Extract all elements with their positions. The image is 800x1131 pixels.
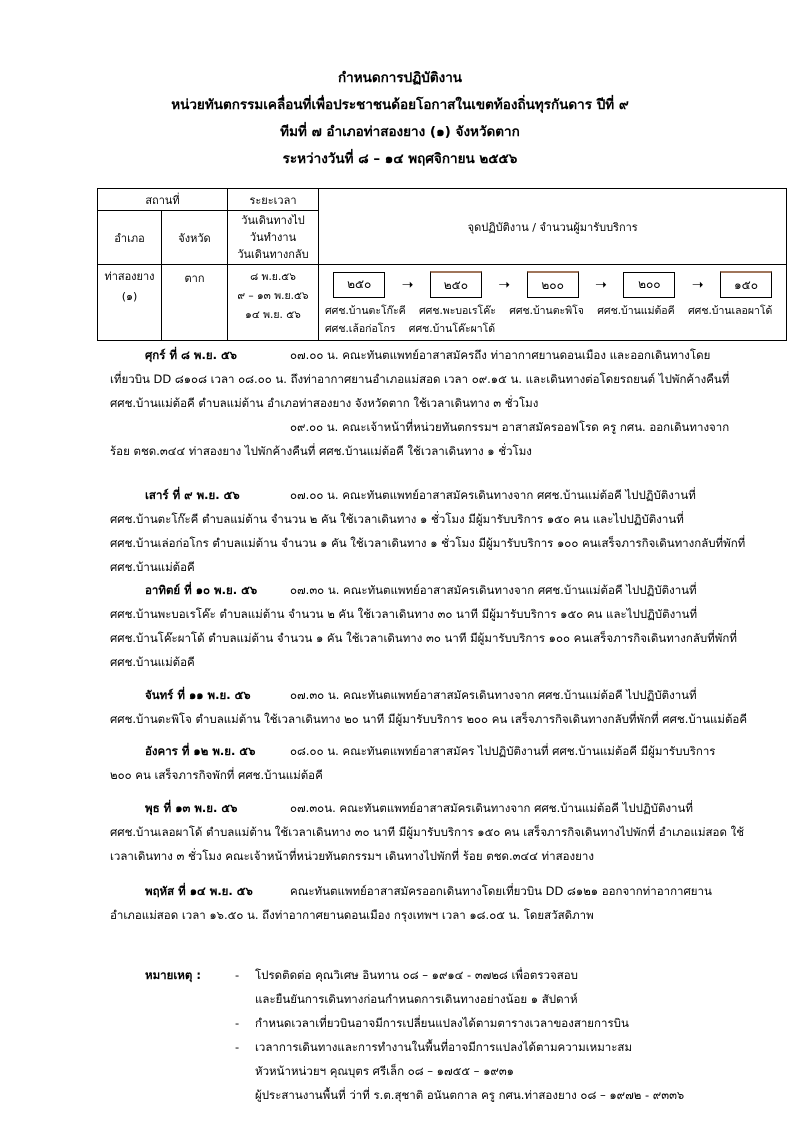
header-date-go: วันเดินทางไป bbox=[241, 214, 305, 227]
schedule-text: ศศช.บ้านตะพิโจ ตำบลแม่ต้าน ใช้เวลาเดินทาง ๒๐ นาที มีผู้มารับบริการ ๒๐๐ คน เสร็จภารกิจเดินทางกลับที่พักที่ ศศช.บ้านแม่ต้อคี bbox=[110, 712, 748, 726]
site-name: ศศช.บ้านตะโก๊ะคี bbox=[325, 305, 406, 317]
note-item bbox=[255, 1083, 684, 1107]
site-names bbox=[319, 298, 786, 340]
cell-district bbox=[98, 265, 162, 341]
schedule-text: ๐๗.๓๐ น. คณะทันตแพทย์อาสาสมัครเดินทางจาก ศศช.บ้านแม่ต้อคี ไปปฏิบัติงานที่ bbox=[290, 583, 697, 597]
site-flow bbox=[319, 265, 786, 298]
notes-label: หมายเหตุ : bbox=[145, 968, 201, 982]
schedule-text: อำเภอแม่สอด เวลา ๑๖.๕๐ น. ถึงท่าอากาศยานดอนเมือง กรุงเทพฯ เวลา ๑๘.๐๕ น. โดยสวัสดิภาพ bbox=[110, 908, 594, 922]
count-box: ๒๐๐ bbox=[623, 272, 675, 298]
note-text: และยืนยันการเดินทางก่อนกำหนดการเดินทางอย่างน้อย ๑ สัปดาห์ bbox=[255, 992, 578, 1006]
site-name: ศศช.บ้านแม่ต้อคี bbox=[597, 305, 675, 317]
schedule-day: จันทร์ ที่ ๑๑ พ.ย. ๕๖ bbox=[145, 688, 251, 702]
cell-province: ตาก bbox=[162, 265, 228, 341]
schedule-day: พุธ ที่ ๑๓ พ.ย. ๕๖ bbox=[145, 801, 238, 815]
header-district: อำเภอ bbox=[98, 211, 162, 265]
schedule-text: ศศช.บ้านเลอผาโด้ ตำบลแม่ต้าน ใช้เวลาเดินทาง ๓๐ นาที มีผู้มารับบริการ ๑๕๐ คน เสร็จภารกิจเดินทางไปพักที่ อำเภอแม่สอด ใช้ bbox=[110, 825, 744, 839]
schedule-day: ศุกร์ ที่ ๘ พ.ย. ๕๖ bbox=[145, 348, 237, 362]
schedule-line bbox=[110, 626, 750, 650]
schedule-line bbox=[110, 763, 750, 787]
arrow-right-icon: ➝ bbox=[401, 276, 414, 293]
schedule-line bbox=[110, 343, 750, 367]
schedule-day: อังคาร ที่ ๑๒ พ.ย. ๕๖ bbox=[145, 744, 256, 758]
schedule-text: ศศช.บ้านตะโก๊ะคี ตำบลแม่ต้าน จำนวน ๒ คัน ใช้เวลาเดินทาง ๑ ชั่วโมง มีผู้มารับบริการ ๑๕๐ คน และไปปฏิบัติงานที่ bbox=[110, 512, 684, 526]
schedule-day: พฤหัส ที่ ๑๔ พ.ย. ๕๖ bbox=[145, 884, 253, 898]
date-return: ๑๔ พ.ย. ๕๖ bbox=[245, 309, 301, 321]
schedule-line bbox=[110, 707, 750, 731]
schedule-line bbox=[110, 531, 750, 555]
schedule-text: ๐๗.๓๐น. คณะทันตแพทย์อาสาสมัครเดินทางจาก ศศช.บ้านแม่ต้อคี ไปปฏิบัติงานที่ bbox=[290, 801, 693, 815]
schedule-day: อาทิตย์ ที่ ๑๐ พ.ย. ๕๖ bbox=[145, 583, 258, 597]
arrow-right-icon: ➝ bbox=[498, 276, 511, 293]
schedule-day: เสาร์ ที่ ๙ พ.ย. ๕๖ bbox=[145, 488, 240, 502]
schedule-text: ๒๐๐ คน เสร็จภารกิจพักที่ ศศช.บ้านแม่ต้อคี bbox=[110, 768, 323, 782]
schedule-table bbox=[97, 188, 787, 341]
schedule-entry bbox=[110, 578, 750, 674]
schedule-line bbox=[110, 650, 750, 674]
note-text: ผู้ประสานงานพื้นที่ ว่าที่ ร.ต.สุชาติ อนันตกาล ครู กศน.ท่าสองยาง ๐๘ – ๑๙๗๒ - ๙๓๓๖ bbox=[255, 1088, 685, 1102]
schedule-text: ๐๗.๐๐ น. คณะทันตแพทย์อาสาสมัครถึง ท่าอากาศยานดอนเมือง และออกเดินทางโดย bbox=[290, 348, 711, 362]
schedule-line bbox=[110, 820, 750, 844]
schedule-line bbox=[110, 739, 750, 763]
schedule-line bbox=[110, 578, 750, 602]
note-item bbox=[255, 1059, 684, 1083]
site-name: ศศช.พะบอเรโค๊ะ bbox=[419, 305, 496, 317]
schedule-entry bbox=[110, 796, 750, 868]
schedule-text: ศศช.บ้านพะบอเรโค๊ะ ตำบลแม่ต้าน จำนวน ๒ คัน ใช้เวลาเดินทาง ๓๐ นาที มีผู้มารับบริการ ๑๕๐ คน และไปปฏิบัติงานที่ bbox=[110, 607, 698, 621]
note-text: โปรดติดต่อ คุณวิเศษ อินทาน ๐๘ – ๑๙๑๔ - ๓๗๒๘ เพื่อตรวจสอบ bbox=[255, 968, 578, 982]
schedule-entry bbox=[110, 879, 750, 927]
schedule-line bbox=[110, 507, 750, 531]
schedule-line bbox=[110, 683, 750, 707]
schedule-text: ๐๘.๐๐ น. คณะทันตแพทย์อาสาสมัคร ไปปฏิบัติงานที่ ศศช.บ้านแม่ต้อคี มีผู้มารับบริการ bbox=[290, 744, 716, 758]
note-bullet: - bbox=[235, 968, 240, 982]
note-text: หัวหน้าหน่วยฯ คุณบุตร ศรีเล็ก ๐๘ – ๑๗๕๕ – ๑๙๓๑ bbox=[255, 1064, 514, 1078]
schedule-text: ศศช.บ้านแม่ต้อคี ตำบลแม่ต้าน อำเภอท่าสองยาง จังหวัดตาก ใช้เวลาเดินทาง ๓ ชั่วโมง bbox=[110, 396, 539, 410]
schedule-line bbox=[110, 602, 750, 626]
header-duration: ระยะเวลา bbox=[228, 189, 319, 211]
note-bullet: - bbox=[235, 1016, 240, 1030]
schedule-text: ศศช.บ้านแม่ต้อคี bbox=[110, 655, 195, 669]
count-box: ๒๕๐ bbox=[430, 271, 482, 298]
header-province: จังหวัด bbox=[162, 211, 228, 265]
schedule-text: ศศช.บ้านเล่อก่อโกร ตำบลแม่ต้าน จำนวน ๑ คัน ใช้เวลาเดินทาง ๑ ชั่วโมง มีผู้มารับบริการ ๑๐๐ คนเสร็จภารกิจเดินทางกลับที่พักที่ bbox=[110, 536, 746, 550]
schedule-text: คณะทันตแพทย์อาสาสมัครออกเดินทางโดยเที่ยวบิน DD ๘๑๒๑ ออกจากท่าอากาศยาน bbox=[290, 884, 712, 898]
note-item bbox=[235, 1035, 684, 1059]
count-box: ๑๕๐ bbox=[720, 271, 772, 298]
cell-dates bbox=[228, 265, 319, 341]
schedule-line bbox=[110, 903, 750, 927]
schedule-entry bbox=[110, 483, 750, 579]
district-number: (๑) bbox=[121, 290, 138, 303]
schedule-subline: ร้อย ตชด.๓๔๔ ท่าสองยาง ไปพักค้างคืนที่ ศศช.บ้านแม่ต้อคี ใช้เวลาเดินทาง ๑ ชั่วโมง bbox=[110, 444, 532, 458]
header-location: สถานที่ bbox=[98, 189, 228, 211]
schedule-line bbox=[110, 555, 750, 579]
note-item bbox=[255, 987, 684, 1011]
note-item bbox=[235, 1011, 684, 1035]
schedule-entry bbox=[110, 739, 750, 787]
schedule-text: เที่ยวบิน DD ๘๑๐๘ เวลา ๐๘.๐๐ น. ถึงท่าอากาศยานอำเภอแม่สอด เวลา ๐๙.๑๕ น. และเดินทางต่อโดยรถยนต์ ไปพักค้างคืนที่ bbox=[110, 372, 730, 386]
site-name: ศศช.บ้านเลอผาโด้ bbox=[687, 305, 773, 317]
arrow-right-icon: ➝ bbox=[595, 276, 607, 293]
schedule-line bbox=[110, 796, 750, 820]
count-box: ๒๕๐ bbox=[333, 272, 385, 298]
schedule-text: ๐๗.๐๐ น. คณะทันตแพทย์อาสาสมัครเดินทางจาก ศศช.บ้านแม่ต้อคี ไปปฏิบัติงานที่ bbox=[290, 488, 696, 502]
doc-team: ทีมที่ ๗ อำเภอท่าสองยาง (๑) จังหวัดตาก bbox=[280, 124, 520, 140]
schedule-line bbox=[110, 391, 750, 415]
schedule-line bbox=[110, 483, 750, 507]
site-name: ศศช.บ้านโค๊ะผาโด้ bbox=[408, 323, 496, 335]
schedule-line bbox=[110, 844, 750, 868]
note-bullet: - bbox=[235, 1040, 240, 1054]
note-text: เวลาการเดินทางและการทำงานในพื้นที่อาจมีการแปลงได้ตามความเหมาะสม bbox=[255, 1040, 633, 1054]
doc-subtitle: หน่วยทันตกรรมเคลื่อนที่เพื่อประชาชนด้อยโอกาสในเขตท้องถิ่นทุรกันดาร ปีที่ ๙ bbox=[171, 97, 629, 113]
doc-title: กำหนดการปฏิบัติงาน bbox=[337, 70, 463, 86]
schedule-subline: ๐๙.๐๐ น. คณะเจ้าหน้าที่หน่วยทันตกรรมฯ อาสาสมัครออฟโรด ครู กศน. ออกเดินทางจาก bbox=[290, 420, 730, 434]
header-date-return: วันเดินทางกลับ bbox=[237, 248, 309, 261]
schedule-text: ศศช.บ้านโค๊ะผาโด้ ตำบลแม่ต้าน จำนวน ๑ คัน ใช้เวลาเดินทาง ๓๐ นาที มีผู้มารับบริการ ๑๐๐ คนเสร็จภารกิจเดินทางกลับที่พักที่ bbox=[110, 631, 737, 645]
notes-section bbox=[145, 963, 685, 1107]
district-name: ท่าสองยาง bbox=[104, 270, 155, 283]
schedule-line bbox=[110, 367, 750, 391]
arrow-right-icon: ➝ bbox=[691, 276, 704, 293]
header-dates bbox=[228, 211, 319, 265]
schedule-text: เวลาเดินทาง ๓ ชั่วโมง คณะเจ้าหน้าที่หน่วยทันตกรรมฯ เดินทางไปพักที่ ร้อย ตชด.๓๔๔ ท่าสองยาง bbox=[110, 849, 594, 863]
schedule-entry bbox=[110, 343, 750, 463]
header-sites: จุดปฏิบัติงาน / จำนวนผู้มารับบริการ bbox=[319, 189, 787, 265]
cell-sites bbox=[319, 265, 787, 341]
site-name: ศศช.เล้อก่อโกร bbox=[325, 323, 396, 335]
schedule-entry bbox=[110, 683, 750, 731]
site-name: ศศช.บ้านตะพิโจ bbox=[509, 305, 584, 317]
schedule-text: ศศช.บ้านแม่ต้อคี bbox=[110, 560, 195, 574]
count-box: ๒๐๐ bbox=[527, 271, 579, 298]
note-text: กำหนดเวลาเที่ยวบินอาจมีการเปลี่ยนแปลงได้ตามตารางเวลาของสายการบิน bbox=[255, 1016, 629, 1030]
schedule-line bbox=[110, 879, 750, 903]
schedule-text: ๐๗.๓๐ น. คณะทันตแพทย์อาสาสมัครเดินทางจาก ศศช.บ้านแม่ต้อคี ไปปฏิบัติงานที่ bbox=[290, 688, 697, 702]
date-go: ๘ พ.ย.๕๖ bbox=[250, 271, 296, 283]
doc-period: ระหว่างวันที่ ๘ – ๑๔ พฤศจิกายน ๒๕๕๖ bbox=[282, 151, 518, 167]
note-item bbox=[235, 963, 684, 987]
header-date-work: วันทำงาน bbox=[249, 231, 297, 244]
date-work: ๙ – ๑๓ พ.ย.๕๖ bbox=[237, 290, 309, 302]
